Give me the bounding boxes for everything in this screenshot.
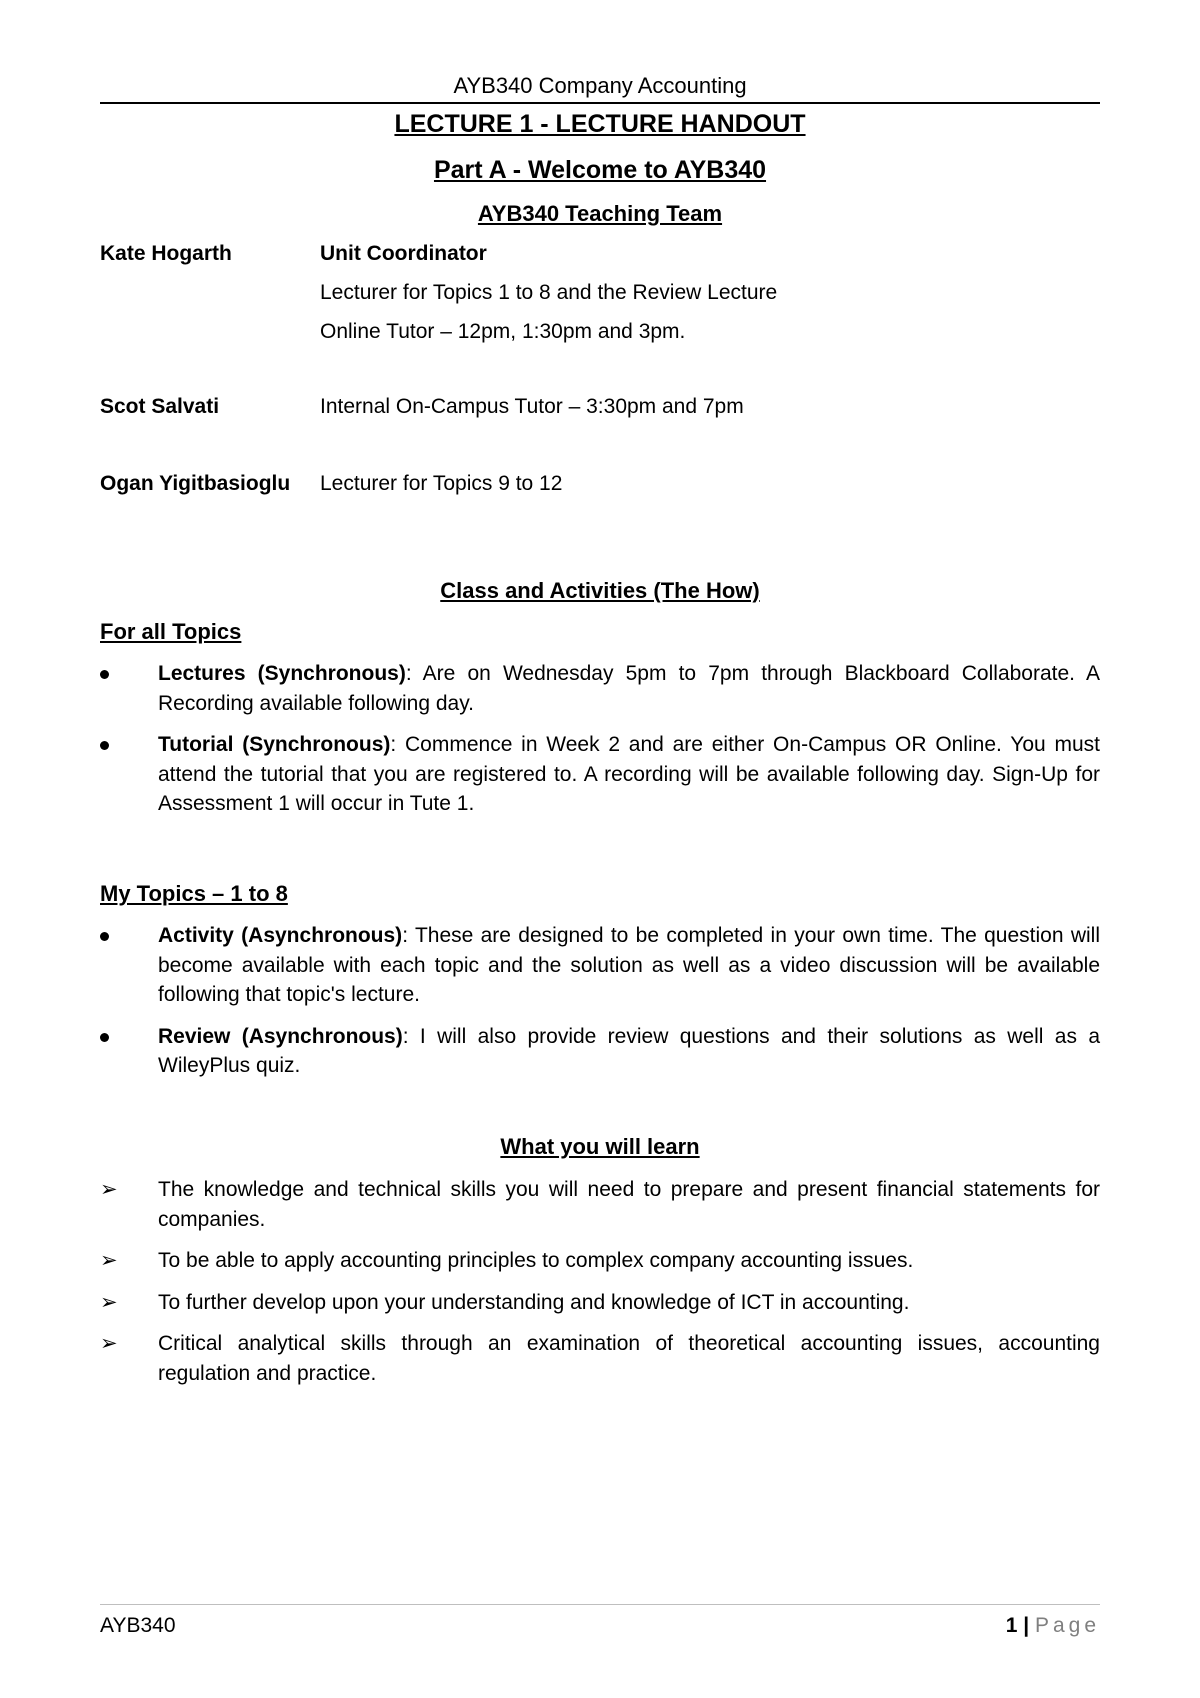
item-text: : Are on Wednesday 5pm to 7pm through Blackboard Collaborate. A Recording available following day. <box>158 662 1100 715</box>
team-member-role: Online Tutor – 12pm, 1:30pm and 3pm. <box>320 320 686 343</box>
item-text: Critical analytical skills through an examination of theoretical accounting issues, accounting regulation and practice. <box>158 1332 1100 1385</box>
my-topics-heading: My Topics – 1 to 8 <box>100 881 288 906</box>
item-text: To be able to apply accounting principles to complex company accounting issues. <box>158 1249 914 1272</box>
header-rule <box>100 102 1100 104</box>
page-separator: | <box>1023 1614 1030 1637</box>
team-member-name: Scot Salvati <box>100 395 220 418</box>
team-member-role: Lecturer for Topics 1 to 8 and the Review Lecture <box>320 281 778 304</box>
my-topics-list <box>100 921 1100 1093</box>
item-lead: Tutorial (Synchronous) <box>158 733 391 756</box>
arrow-bullet-icon: ➢ <box>100 1178 118 1201</box>
arrow-bullet-icon: ➢ <box>100 1249 118 1272</box>
team-member-name: Ogan Yigitbasioglu <box>100 472 291 495</box>
list-item <box>100 1175 1100 1234</box>
footer-course-code: AYB340 <box>100 1614 176 1637</box>
teaching-team-heading: AYB340 Teaching Team <box>477 201 723 226</box>
bullet-icon <box>100 670 109 679</box>
list-item <box>100 659 1100 718</box>
list-item <box>100 730 1100 819</box>
bullet-icon <box>100 741 109 750</box>
item-text: The knowledge and technical skills you will need to prepare and present financial statements for companies. <box>158 1178 1100 1231</box>
page-header: AYB340 Company Accounting <box>453 73 747 98</box>
team-row <box>100 470 1100 498</box>
footer-rule <box>100 1604 1100 1605</box>
bullet-icon <box>100 932 109 941</box>
bullet-icon <box>100 1033 109 1042</box>
item-text: : Commence in Week 2 and are either On-Campus OR Online. You must attend the tutorial that you are registered to. A recording will be available following day. Sign-Up for Assessment 1 will occur in Tute 1. <box>158 733 1100 815</box>
page-word: Page <box>1034 1614 1100 1637</box>
part-title: Part A - Welcome to AYB340 <box>433 156 767 184</box>
team-row <box>100 240 1100 268</box>
team-member-role: Lecturer for Topics 9 to 12 <box>320 472 563 495</box>
team-member-role: Unit Coordinator <box>320 242 487 265</box>
arrow-bullet-icon: ➢ <box>100 1290 118 1314</box>
team-row <box>100 393 1100 421</box>
list-item <box>100 1246 1100 1276</box>
team-row <box>100 279 1100 307</box>
all-topics-heading: For all Topics <box>100 619 242 644</box>
arrow-bullet-icon: ➢ <box>100 1332 118 1355</box>
item-lead: Activity (Asynchronous) <box>158 924 403 947</box>
class-activities-heading: Class and Activities (The How) <box>440 578 760 603</box>
learn-heading: What you will learn <box>500 1134 700 1159</box>
list-item <box>100 1022 1100 1081</box>
item-text: : These are designed to be completed in your own time. The question will become available with each topic and the solution as well as a video discussion will be available following that topic's lecture. <box>158 924 1100 1006</box>
list-item <box>100 1329 1100 1388</box>
team-member-role: Internal On-Campus Tutor – 3:30pm and 7pm <box>320 395 744 418</box>
team-member-name: Kate Hogarth <box>100 242 232 265</box>
list-item <box>100 1288 1100 1318</box>
page-number: 1 <box>1005 1614 1018 1637</box>
all-topics-list <box>100 659 1100 831</box>
item-text: To further develop upon your understanding and knowledge of ICT in accounting. <box>158 1290 910 1314</box>
item-lead: Lectures (Synchronous) <box>158 662 406 685</box>
item-text: : I will also provide review questions and their solutions as well as a WileyPlus quiz. <box>158 1024 1100 1077</box>
lecture-title: LECTURE 1 - LECTURE HANDOUT <box>394 110 806 138</box>
list-item <box>100 921 1100 1010</box>
team-row <box>100 318 1100 346</box>
footer-page-label <box>1006 1612 1100 1640</box>
learn-list <box>100 1175 1100 1400</box>
item-lead: Review (Asynchronous) <box>158 1024 403 1048</box>
